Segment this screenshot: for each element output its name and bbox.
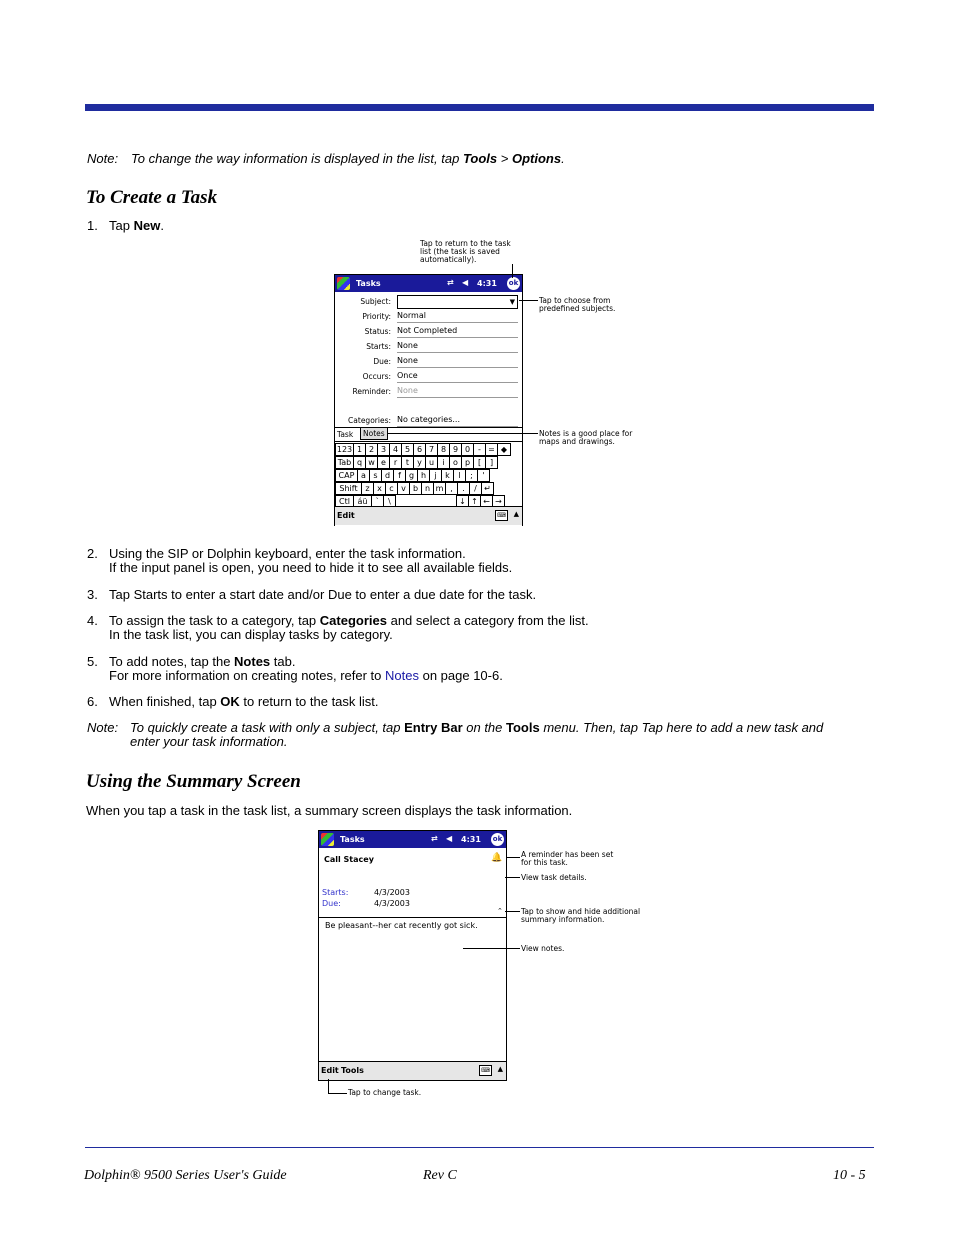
keyboard-key[interactable]: Tab xyxy=(335,456,354,469)
keyboard-key[interactable]: k xyxy=(441,469,454,482)
keyboard-key[interactable]: 8 xyxy=(437,443,450,456)
step-6 xyxy=(87,694,379,709)
field-row[interactable] xyxy=(335,354,522,369)
step-text: If the input panel is open, you need to hide it to see all available fields. xyxy=(109,560,513,575)
keyboard-key[interactable]: f xyxy=(393,469,406,482)
field-label: Status: xyxy=(364,327,391,336)
keyboard-key[interactable]: ← xyxy=(480,495,493,508)
screen-title: Tasks xyxy=(340,835,365,844)
note-prefix: Note: xyxy=(87,720,119,735)
field-label: Categories: xyxy=(348,416,391,425)
keyboard-key[interactable]: - xyxy=(473,443,486,456)
field-row[interactable] xyxy=(335,324,522,339)
keyboard-key[interactable]: o xyxy=(449,456,462,469)
clock[interactable]: 4:31 xyxy=(461,835,481,844)
note-options xyxy=(87,151,565,166)
step-text: In the task list, you can display tasks by category. xyxy=(109,627,393,642)
sip-arrow-icon[interactable]: ▲ xyxy=(513,510,519,518)
keyboard-key[interactable]: 0 xyxy=(461,443,474,456)
field-row[interactable] xyxy=(335,339,522,354)
keyboard-key[interactable]: c xyxy=(385,482,398,495)
start-menu-icon[interactable] xyxy=(321,833,334,846)
callout-subject: Tap to choose from predefined subjects. xyxy=(539,296,616,313)
keyboard-icon[interactable]: ⌨ xyxy=(479,1065,492,1076)
callout-change-task: Tap to change task. xyxy=(348,1088,422,1097)
step-number: 3. xyxy=(87,587,98,602)
step-number: 6. xyxy=(87,694,98,709)
step-1 xyxy=(87,218,164,233)
keyboard-key[interactable]: ↵ xyxy=(481,482,494,495)
clock[interactable]: 4:31 xyxy=(477,279,497,288)
keyboard-key[interactable]: Shift xyxy=(335,482,362,495)
field-label: Subject: xyxy=(360,297,391,306)
keyboard-key[interactable]: 7 xyxy=(425,443,438,456)
keyboard-row xyxy=(335,443,522,456)
callout-line xyxy=(463,948,520,949)
keyboard-key[interactable]: áü xyxy=(353,495,372,508)
callout-line xyxy=(328,1079,329,1093)
title-bar xyxy=(319,831,506,848)
keyboard-key[interactable]: . xyxy=(457,482,470,495)
step-text: Using the SIP or Dolphin keyboard, enter the task information. xyxy=(109,546,466,561)
command-bar xyxy=(335,506,522,525)
note-bold: Entry Bar xyxy=(404,720,463,735)
task-summary-screen xyxy=(318,830,507,1081)
field-label: Priority: xyxy=(362,312,391,321)
field-label: Occurs: xyxy=(362,372,391,381)
section-title-summary: Using the Summary Screen xyxy=(86,771,301,792)
keyboard-key[interactable]: 6 xyxy=(413,443,426,456)
keyboard-key[interactable]: z xyxy=(361,482,374,495)
step-text: Tap xyxy=(109,218,134,233)
keyboard-key[interactable]: v xyxy=(397,482,410,495)
tab-bar xyxy=(335,427,522,441)
keyboard-key[interactable]: 4 xyxy=(389,443,402,456)
task-edit-screen xyxy=(334,274,523,526)
step-text: and select a category from the list. xyxy=(386,613,589,628)
note-options-word: Options xyxy=(511,151,562,166)
keyboard-key[interactable]: j xyxy=(429,469,442,482)
field-row[interactable] xyxy=(335,413,522,428)
reminder-value[interactable]: None xyxy=(397,385,518,398)
step-end: . xyxy=(160,218,164,233)
keyboard-key[interactable]: ] xyxy=(485,456,498,469)
callout-line xyxy=(387,433,538,434)
categories-value[interactable]: No categories... xyxy=(397,414,518,427)
starts-date[interactable]: 4/3/2003 xyxy=(374,888,410,897)
edit-menu[interactable]: Edit xyxy=(321,1066,339,1075)
note-text: enter your task information. xyxy=(130,734,288,749)
keyboard-key[interactable]: h xyxy=(417,469,430,482)
callout-line xyxy=(506,857,520,858)
summary-intro: When you tap a task in the task list, a summary screen displays the task information. xyxy=(86,803,573,818)
keyboard-icon[interactable]: ⌨ xyxy=(495,510,508,521)
field-label: Reminder: xyxy=(352,387,391,396)
keyboard-key[interactable]: i xyxy=(437,456,450,469)
callout-notes: Notes is a good place for maps and drawings. xyxy=(539,429,633,446)
speaker-icon[interactable]: ◀ xyxy=(446,834,453,843)
due-label: Due: xyxy=(322,899,341,908)
step-bold: Categories xyxy=(319,613,387,628)
step-bold: OK xyxy=(220,694,240,709)
header-rule xyxy=(85,104,874,111)
speaker-icon[interactable]: ◀ xyxy=(462,278,469,287)
keyboard-key[interactable]: CAP xyxy=(335,469,358,482)
field-row[interactable] xyxy=(335,369,522,384)
notes-link[interactable]: Notes xyxy=(385,668,419,683)
footer-guide-title: Dolphin® 9500 Series User's Guide xyxy=(84,1168,287,1183)
callout-toggle: Tap to show and hide additional summary information. xyxy=(521,907,641,924)
callout-line xyxy=(512,264,513,278)
keyboard-key[interactable]: q xyxy=(353,456,366,469)
dropdown-arrow-icon[interactable]: ▼ xyxy=(509,298,515,306)
field-row[interactable] xyxy=(335,309,522,324)
step-bold: New xyxy=(133,218,161,233)
step-number: 2. xyxy=(87,546,98,561)
starts-label: Starts: xyxy=(322,888,349,897)
step-4 xyxy=(87,613,589,642)
keyboard-key[interactable]: [ xyxy=(473,456,486,469)
keyboard-key[interactable]: ◆ xyxy=(497,443,511,456)
keyboard-key[interactable]: ↓ xyxy=(456,495,469,508)
ok-button[interactable]: ok xyxy=(491,833,504,846)
keyboard-key[interactable]: 123 xyxy=(336,445,353,454)
callout-line xyxy=(519,300,538,301)
screen-title: Tasks xyxy=(356,279,381,288)
field-row[interactable] xyxy=(335,384,522,399)
keyboard-key[interactable]: / xyxy=(469,482,482,495)
note-prefix: Note: xyxy=(87,151,119,166)
keyboard-key[interactable]: g xyxy=(405,469,418,482)
step-2 xyxy=(87,546,513,575)
keyboard-key[interactable]: = xyxy=(485,443,498,456)
status-value[interactable]: Not Completed xyxy=(397,325,518,338)
note-bold: Tools xyxy=(506,720,540,735)
keyboard-key[interactable]: , xyxy=(445,482,458,495)
keyboard-key[interactable]: a xyxy=(357,469,370,482)
keyboard-key[interactable]: n xyxy=(421,482,434,495)
step-text: For more information on creating notes, refer to xyxy=(109,668,386,683)
tools-menu[interactable]: Tools xyxy=(341,1066,364,1075)
command-bar xyxy=(319,1061,506,1080)
callout-view-notes: View notes. xyxy=(521,944,565,953)
keyboard-key[interactable]: \ xyxy=(383,495,396,508)
note-tools: Tools xyxy=(462,151,498,166)
keyboard-key[interactable]: l xyxy=(453,469,466,482)
keyboard-key[interactable]: ' xyxy=(477,469,490,482)
field-row[interactable] xyxy=(335,294,522,309)
keyboard-row xyxy=(335,482,522,495)
due-date[interactable]: 4/3/2003 xyxy=(374,899,410,908)
keyboard-key[interactable]: x xyxy=(373,482,386,495)
footer-rule xyxy=(85,1147,874,1148)
keyboard-key[interactable]: y xyxy=(413,456,426,469)
connectivity-icon[interactable]: ⇄ xyxy=(431,834,438,843)
callout-ok: Tap to return to the task list (the task is saved automatically). xyxy=(420,239,511,264)
callout-line xyxy=(328,1093,347,1094)
task-name[interactable]: Call Stacey xyxy=(324,855,374,864)
starts-value[interactable]: None xyxy=(397,340,518,353)
keyboard-key[interactable]: 9 xyxy=(449,443,462,456)
step-bold: Notes xyxy=(234,654,271,669)
step-text: on page 10-6. xyxy=(418,668,503,683)
tab-notes[interactable]: Notes xyxy=(360,428,388,440)
tab-task[interactable]: Task xyxy=(337,430,354,439)
callout-reminder: A reminder has been set for this task. xyxy=(521,850,614,867)
keyboard-key[interactable]: e xyxy=(377,456,390,469)
keyboard-key[interactable]: s xyxy=(369,469,382,482)
footer-revision: Rev C xyxy=(423,1168,457,1183)
step-number: 4. xyxy=(87,613,98,628)
keyboard-key[interactable]: p xyxy=(461,456,474,469)
keyboard-row xyxy=(335,456,522,469)
subject-input[interactable] xyxy=(397,295,518,309)
keyboard-key[interactable]: 5 xyxy=(401,443,414,456)
note-text: To change the way information is displayed in the list, tap xyxy=(131,151,463,166)
callout-details: View task details. xyxy=(521,873,587,882)
callout-line xyxy=(505,877,520,878)
keyboard-key[interactable]: → xyxy=(492,495,505,508)
step-text: To assign the task to a category, tap xyxy=(109,613,320,628)
section-title-create-task: To Create a Task xyxy=(86,187,218,208)
due-value[interactable]: None xyxy=(397,355,518,368)
footer-page-number: 10 - 5 xyxy=(833,1168,866,1183)
step-number: 1. xyxy=(87,218,98,233)
field-label: Due: xyxy=(373,357,391,366)
keyboard-key[interactable]: 1 xyxy=(353,443,366,456)
keyboard-key[interactable]: ` xyxy=(371,495,384,508)
ok-button[interactable]: ok xyxy=(507,277,520,290)
step-number: 5. xyxy=(87,654,98,669)
divider xyxy=(319,917,506,918)
note-sep: > xyxy=(497,151,512,166)
callout-line xyxy=(505,911,520,912)
keyboard-key[interactable]: ; xyxy=(465,469,478,482)
step-5 xyxy=(87,654,503,683)
step-text: To add notes, tap the xyxy=(109,654,235,669)
step-text: When finished, tap xyxy=(109,694,221,709)
keyboard-key[interactable]: 2 xyxy=(365,443,378,456)
keyboard-key[interactable]: r xyxy=(389,456,402,469)
callout-line xyxy=(387,433,388,439)
keyboard-key[interactable]: t xyxy=(401,456,414,469)
keyboard-key[interactable]: Ctl xyxy=(335,495,354,508)
step-text: to return to the task list. xyxy=(239,694,379,709)
note-end: . xyxy=(561,151,565,166)
step-3 xyxy=(87,587,537,602)
keyboard-key[interactable]: m xyxy=(433,482,446,495)
step-text: Tap Starts to enter a start date and/or Due to enter a due date for the task. xyxy=(109,587,537,602)
keyboard-key[interactable]: b xyxy=(409,482,422,495)
keyboard-key[interactable]: w xyxy=(365,456,378,469)
keyboard-key[interactable]: u xyxy=(425,456,438,469)
notes-text[interactable]: Be pleasant--her cat recently got sick. xyxy=(325,921,478,930)
note-entry-bar: Note: To quickly create a task with only a subject, tap Entry Bar on the Tools menu. Then, tap Tap here to add a new task and enter your task information. xyxy=(87,720,824,749)
connectivity-icon[interactable]: ⇄ xyxy=(447,278,454,287)
reminder-bell-icon: 🔔 xyxy=(491,853,503,863)
keyboard-key[interactable]: ↑ xyxy=(468,495,481,508)
keyboard-row xyxy=(335,469,522,482)
sip-arrow-icon[interactable]: ▲ xyxy=(497,1065,503,1073)
title-bar xyxy=(335,275,522,292)
keyboard-key[interactable]: 3 xyxy=(377,443,390,456)
edit-menu[interactable]: Edit xyxy=(337,511,355,520)
collapse-toggle-icon[interactable]: ⌃ xyxy=(497,907,503,915)
keyboard-key[interactable]: d xyxy=(381,469,394,482)
step-text: tab. xyxy=(270,654,296,669)
priority-value[interactable]: Normal xyxy=(397,310,518,323)
field-label: Starts: xyxy=(366,342,391,351)
occurs-value[interactable]: Once xyxy=(397,370,518,383)
start-menu-icon[interactable] xyxy=(337,277,350,290)
